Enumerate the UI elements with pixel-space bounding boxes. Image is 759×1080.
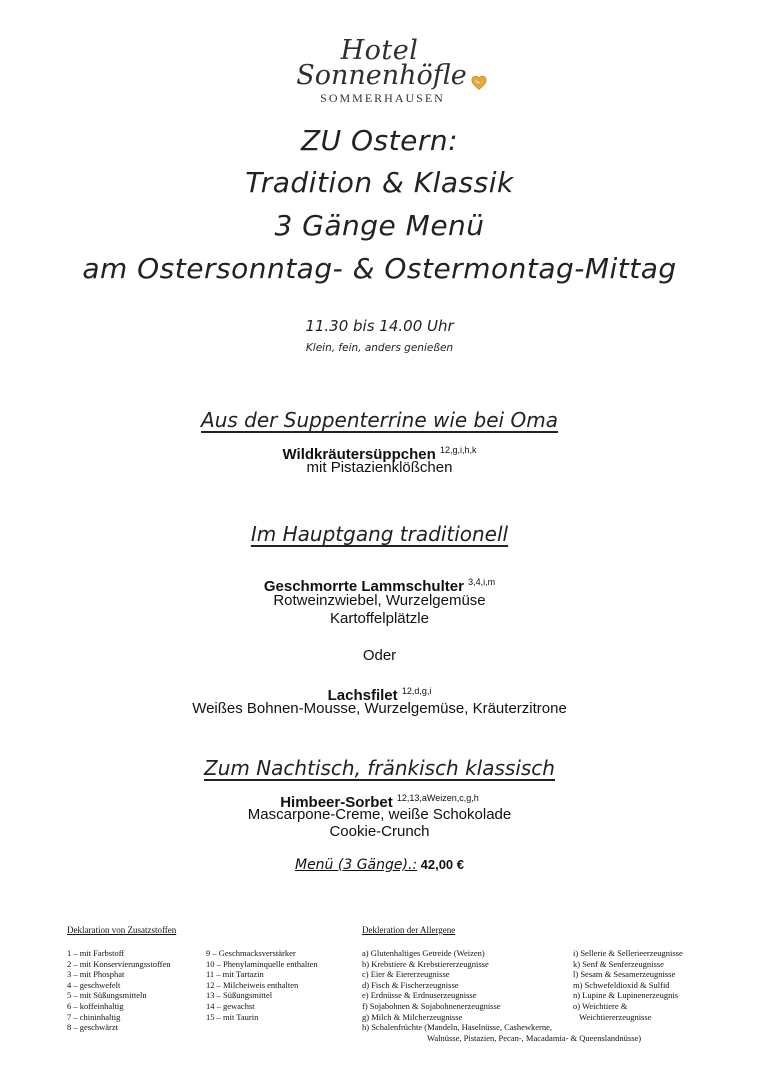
tagline: Klein, fein, anders genießen — [305, 342, 454, 354]
additives-title-text: Deklaration von Zusatzstoffen — [67, 925, 177, 935]
menu-price — [0, 857, 759, 874]
main-or: Oder — [362, 647, 397, 664]
allergen-item: f) Sojabohnen & Sojabohnenerzeugnisse — [362, 1000, 501, 1011]
main-dish-2-desc: Weißes Bohnen-Mousse, Wurzelgemüse, Kräuterzitrone — [192, 700, 567, 717]
allergens-title-text: Dekleration der Allergene — [362, 925, 456, 935]
additive-item: 3 – mit Phosphat — [67, 969, 125, 980]
allergen-item: g) Milch & Milcherzeugnisse — [362, 1011, 463, 1022]
title-line-4: am Ostersonntag- & Ostermontag-Mittag — [82, 252, 677, 285]
allergen-item: c) Eier & Eiererzeugnisse — [362, 969, 450, 980]
allergens-title — [362, 925, 455, 936]
additive-item: 11 – mit Tartazin — [206, 969, 264, 980]
additives-list-1 — [67, 948, 170, 1033]
section-heading-main: Im Hauptgang traditionell — [250, 522, 509, 546]
additive-item: 14 – gewachst — [206, 1000, 255, 1011]
main-dish-1-allergens: 3,4,i,m — [468, 577, 496, 587]
additive-item: 8 – geschwärzt — [67, 1022, 118, 1033]
logo-hotel-text: Hotel — [340, 35, 419, 66]
dessert-desc-2: Cookie-Crunch — [329, 823, 430, 840]
additive-item: 9 – Geschmacksverstärker — [206, 948, 296, 958]
dessert-allergens: 12,13,aWeizen,c,g,h — [396, 793, 479, 803]
allergen-item: k) Senf & Senferzeugnisse — [573, 958, 664, 969]
soup-dish-name: Wildkräutersüppchen — [282, 446, 436, 463]
allergen-item: Weichtiererzeugnisse — [579, 1011, 652, 1022]
allergen-item: n) Lupine & Lupinenerzeugnis — [573, 990, 679, 1001]
main-dish-1-desc-a: Rotweinzwiebel, Wurzelgemüse — [273, 592, 486, 609]
title-line-3: 3 Gänge Menü — [274, 209, 485, 242]
allergens-list-2 — [573, 948, 683, 1022]
section-heading-soup: Aus der Suppenterrine wie bei Oma — [201, 408, 558, 432]
additive-item: 15 – mit Taurin — [206, 1011, 259, 1022]
soup-description: mit Pistazienklößchen — [306, 459, 453, 476]
allergen-item: a) Glutenhaltiges Getreide (Weizen) — [362, 948, 485, 958]
additive-item: 12 – Milcheiweis enthalten — [206, 979, 299, 990]
allergen-item: e) Erdnüsse & Erdnuserzeugnisse — [362, 990, 477, 1001]
main-dish-2-name: Lachsfilet — [327, 687, 398, 704]
service-time: 11.30 bis 14.00 Uhr — [305, 317, 454, 335]
price-value: 42,00 € — [420, 857, 464, 872]
allergen-item: m) Schwefeldioxid & Sulfid — [573, 979, 670, 990]
allergen-item: o) Weichtiere & — [573, 1000, 628, 1011]
additive-item: 10 – Phenylaminquelle enthalten — [206, 958, 318, 969]
title-line-2: Tradition & Klassik — [245, 166, 514, 199]
allergen-item: l) Sesam & Sesamerzeugnisse — [573, 969, 676, 980]
allergen-item: b) Krebstiere & Krebstiererzeugnisse — [362, 958, 489, 969]
allergen-item: i) Sellerie & Sellerieerzeugnisse — [573, 948, 683, 958]
main-dish-2-allergens: 12,d,g,i — [401, 686, 432, 696]
additive-item: 1 – mit Farbstoff — [67, 948, 125, 958]
hotel-logo — [0, 35, 759, 106]
main-dish-1-desc-b: Kartoffelplätzle — [330, 610, 429, 627]
allergen-item: Walnüsse, Pistazien, Pecan-, Macadamia- & Queenslandnüsse) — [427, 1032, 642, 1043]
soup-allergens: 12,g,i,h,k — [439, 445, 477, 455]
allergen-item: d) Fisch & Fischerzeugnisse — [362, 979, 459, 990]
additive-item: 2 – mit Konservierungsstoffen — [67, 958, 171, 969]
logo-name-text — [296, 60, 467, 91]
additive-item: 13 – Süßungsmittel — [206, 990, 273, 1001]
allergen-item: h) Schalenfrüchte (Mandeln, Haselnüsse, Cashewkerne, — [362, 1022, 553, 1033]
heart-icon — [471, 75, 487, 91]
additive-item: 6 – koffeinhaltig — [67, 1000, 124, 1011]
additives-list-2 — [206, 948, 318, 1022]
additive-item: 4 – geschwefelt — [67, 979, 121, 990]
logo-place-text: SOMMERHAUSEN — [320, 91, 445, 105]
price-label: Menü (3 Gänge).: — [294, 857, 418, 873]
additives-title — [67, 925, 176, 936]
logo-name-label: Sonnenhöfle — [296, 60, 467, 91]
additive-item: 5 – mit Süßungsmitteln — [67, 990, 147, 1001]
dessert-desc-1: Mascarpone-Creme, weiße Schokolade — [247, 806, 512, 823]
dessert-dish-name: Himbeer-Sorbet — [280, 794, 393, 811]
main-dish-1-name: Geschmorrte Lammschulter — [263, 578, 464, 595]
section-heading-dessert: Zum Nachtisch, fränkisch klassisch — [204, 756, 555, 780]
additive-item: 7 – chininhaltig — [67, 1011, 121, 1022]
title-line-1: ZU Ostern: — [300, 124, 459, 157]
